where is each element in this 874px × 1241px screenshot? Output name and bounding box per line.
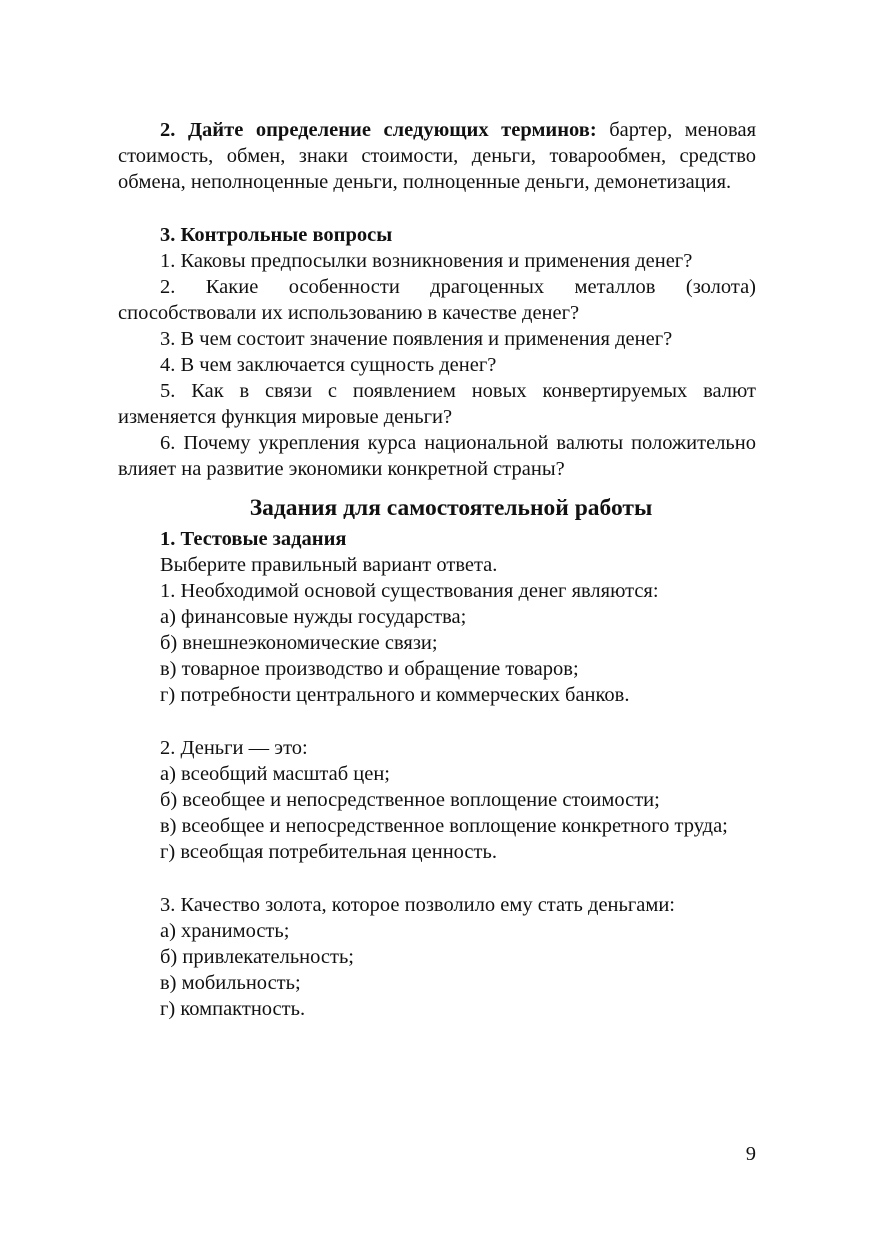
control-question: 6. Почему укрепления курса национальной валюты положительно влияет на развитие экономики конкретной страны?	[118, 432, 756, 480]
spacer	[118, 865, 756, 892]
answer-option: а) всеобщий масштаб цен;	[160, 763, 391, 785]
terms-task-text: бартер, меновая стоимость, обмен, знаки стоимости, деньги, товарообмен, средство обмена, неполноценные деньги, полноценные деньги, демонетизация.	[118, 119, 756, 193]
terms-task	[118, 117, 756, 195]
control-question: 5. Как в связи с появлением новых конвертируемых валют изменяется функция мировые деньги?	[118, 380, 756, 428]
page-content	[118, 117, 756, 1022]
answer-option: в) мобильность;	[160, 972, 301, 994]
section-heading: Задания для самостоятельной работы	[249, 495, 653, 521]
answer-option: б) внешнеэкономические связи;	[160, 632, 438, 654]
answer-option: г) потребности центрального и коммерческих банков.	[160, 684, 630, 706]
answer-option: в) всеобщее и непосредственное воплощение конкретного труда;	[160, 815, 728, 837]
answer-option: б) всеобщее и непосредственное воплощение стоимости;	[160, 789, 660, 811]
answer-option: а) хранимость;	[160, 920, 290, 942]
control-question: 4. В чем заключается сущность денег?	[160, 354, 497, 376]
page-number: 9	[745, 1143, 756, 1165]
terms-task-label: 2. Дайте определение следующих терминов:	[160, 119, 597, 141]
control-question: 1. Каковы предпосылки возникновения и применения денег?	[160, 250, 693, 272]
control-question: 3. В чем состоит значение появления и применения денег?	[160, 328, 673, 350]
control-question: 2. Какие особенности драгоценных металлов (золота) способствовали их использованию в качестве денег?	[118, 276, 756, 324]
spacer	[118, 708, 756, 735]
answer-option: б) привлекательность;	[160, 946, 354, 968]
answer-option: г) компактность.	[160, 998, 306, 1020]
test-question: 1. Необходимой основой существования денег являются:	[160, 580, 659, 602]
answer-option: в) товарное производство и обращение товаров;	[160, 658, 579, 680]
control-questions-title: 3. Контрольные вопросы	[160, 224, 393, 246]
answer-option: а) финансовые нужды государства;	[160, 606, 467, 628]
spacer	[118, 195, 756, 222]
answer-option: г) всеобщая потребительная ценность.	[160, 841, 497, 863]
tests-instruction: Выберите правильный вариант ответа.	[160, 554, 498, 576]
test-question: 3. Качество золота, которое позволило ему стать деньгами:	[160, 894, 676, 916]
tests-title: 1. Тестовые задания	[160, 528, 347, 550]
test-question: 2. Деньги — это:	[160, 737, 308, 759]
